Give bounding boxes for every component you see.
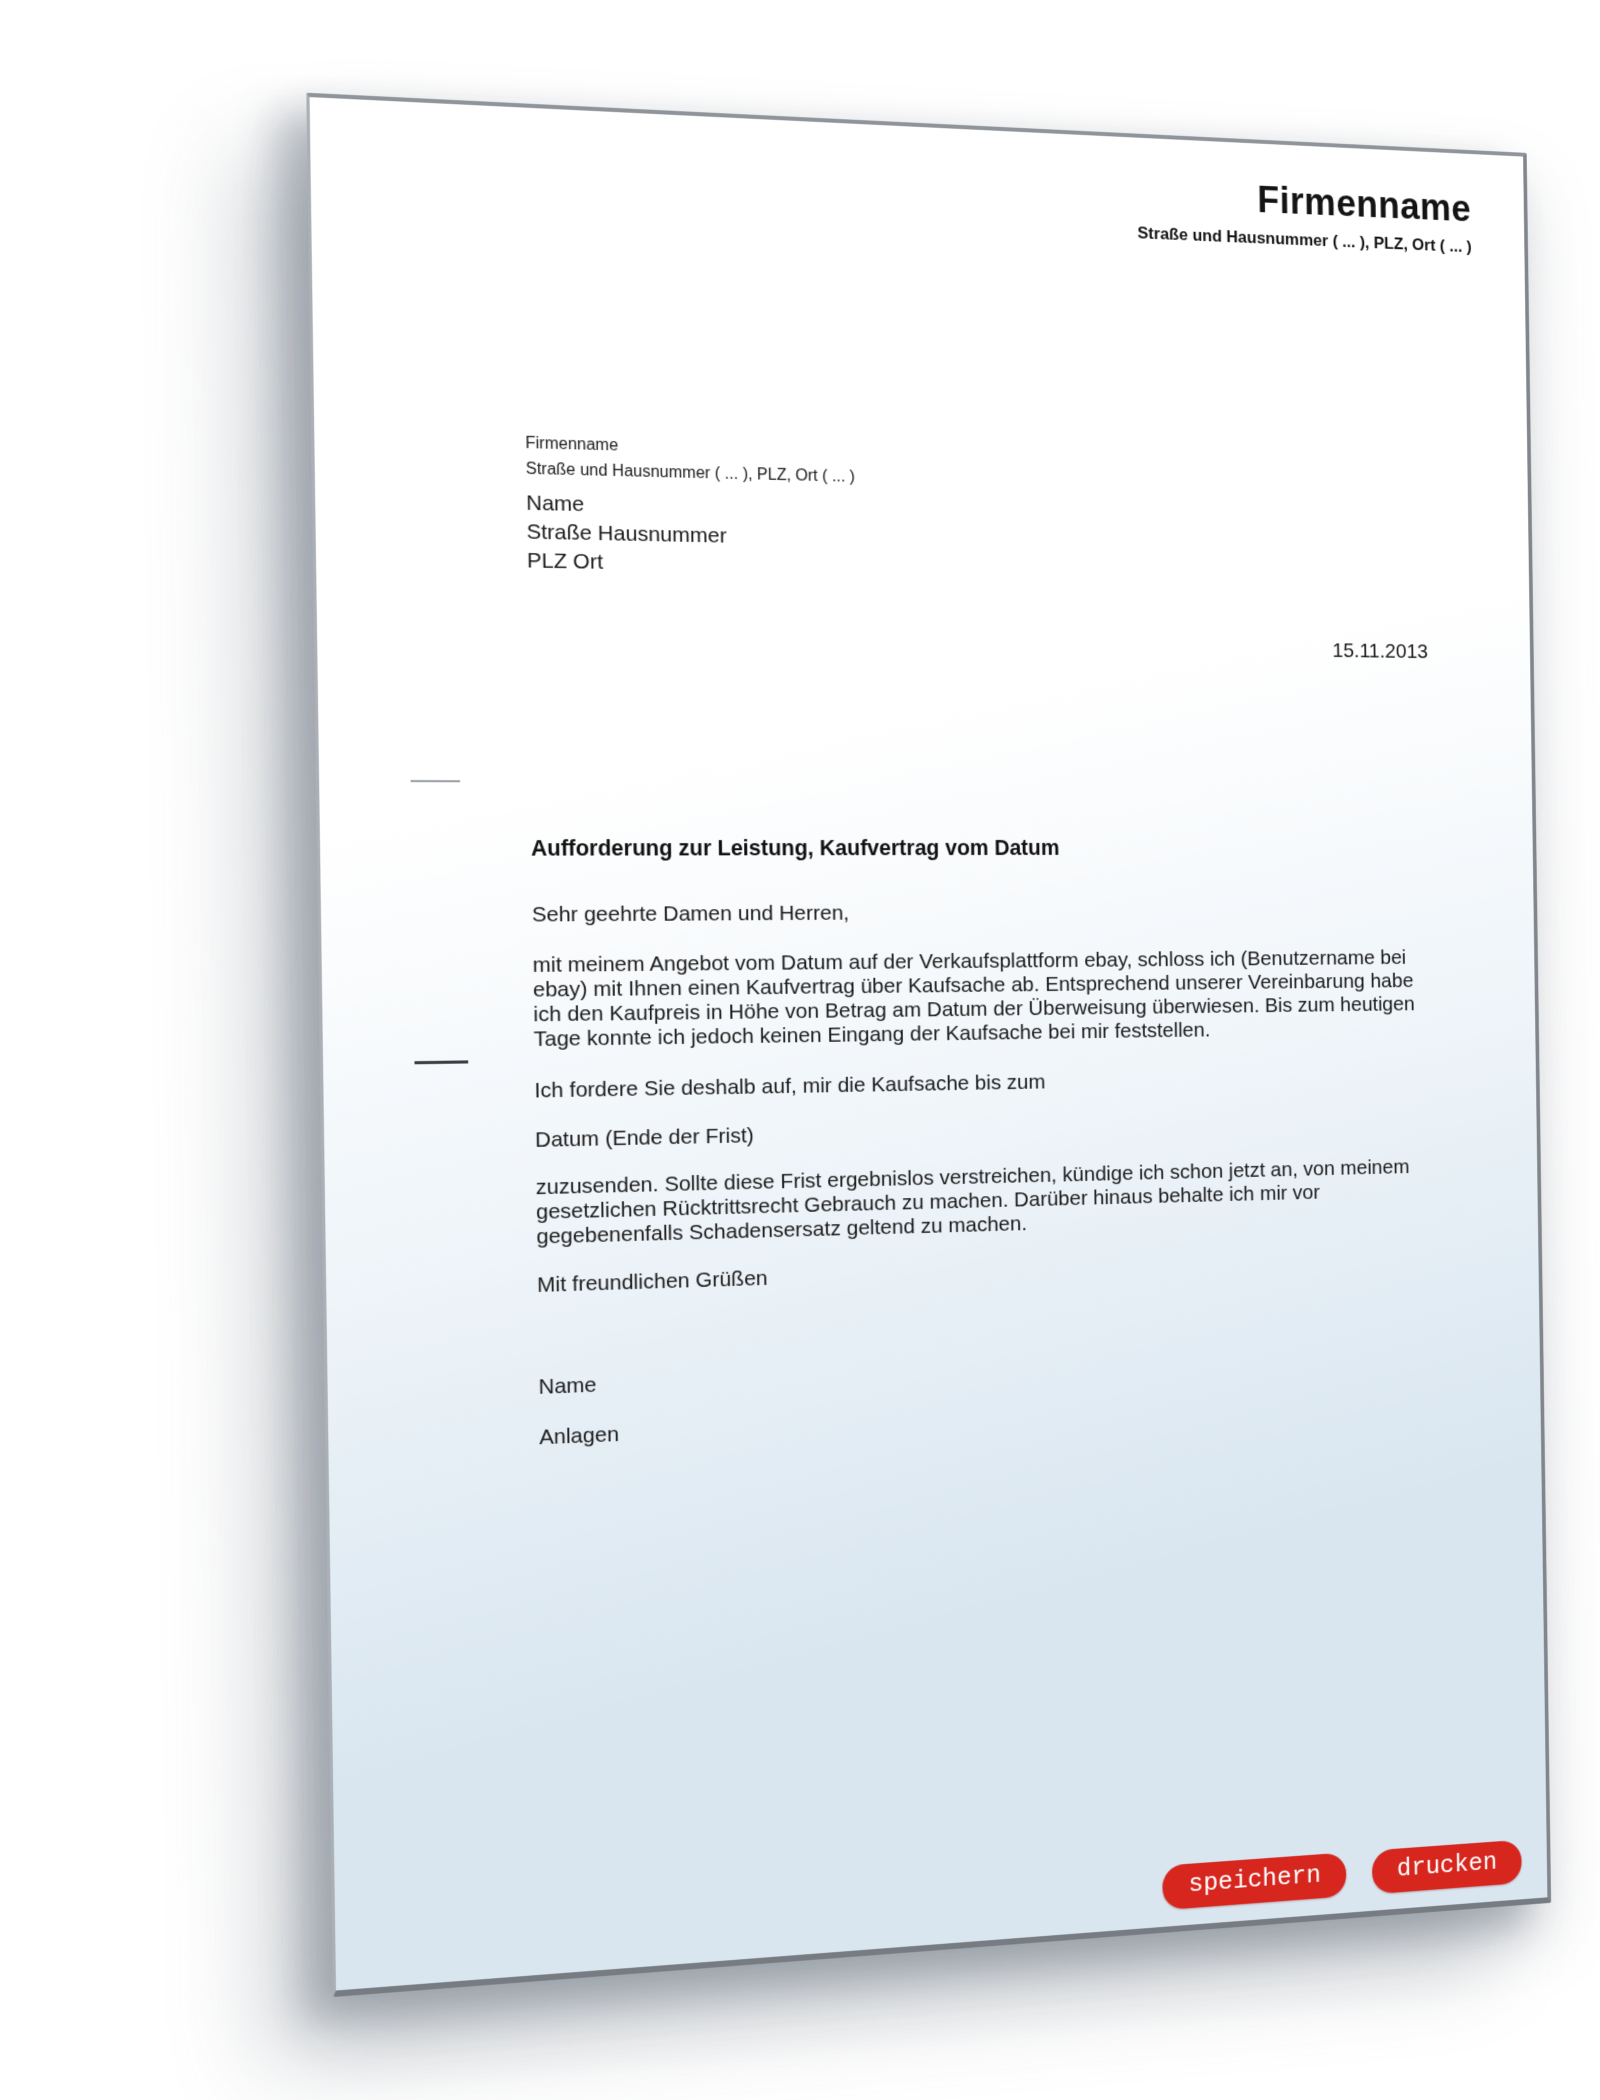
- recipient-sender-address: Straße und Hausnummer ( ... ), PLZ, Ort ( ... ): [525, 460, 856, 486]
- signature-name: Name: [538, 1373, 597, 1399]
- fold-mark-top: [411, 780, 461, 782]
- closing-line: Mit freundlichen Grüßen: [536, 1266, 768, 1298]
- salutation: Sehr geehrte Damen und Herren,: [531, 901, 850, 927]
- fold-mark-middle: [414, 1060, 468, 1064]
- deadline-line: Datum (Ende der Frist): [534, 1124, 755, 1153]
- save-button[interactable]: speichern: [1163, 1852, 1347, 1910]
- request-line: Ich fordere Sie deshalb auf, mir die Kaufsache bis zum: [534, 1070, 1046, 1103]
- recipient-street: Straße Hausnummer: [526, 520, 727, 548]
- subject-line: Aufforderung zur Leistung, Kaufvertrag vom Datum: [530, 836, 1060, 861]
- action-button-row: [1163, 1840, 1522, 1910]
- recipient-sender-company: Firmenname: [525, 434, 619, 455]
- print-button[interactable]: drucken: [1372, 1840, 1522, 1895]
- letter-page: [306, 93, 1551, 1997]
- attachments-label: Anlagen: [539, 1422, 620, 1450]
- letter-date: 15.11.2013: [1332, 639, 1429, 663]
- recipient-city: PLZ Ort: [526, 548, 604, 574]
- recipient-block: [525, 431, 856, 582]
- recipient-name: Name: [526, 491, 585, 517]
- body-paragraph-1: mit meinem Angebot vom Datum auf der Verkaufsplattform ebay, schloss ich (Benutzername bei ebay) mit Ihnen einen Kaufvertrag über Kaufsache ab. Entsprechend unserer Vereinbarung habe ich den Kaufpreis in Höhe von Betrag am Datum der Überweisung überwiesen. Bis zum heutigen Tage konnte ich jedoch keinen Eingang der Kaufsache bei mir feststellen.: [532, 946, 1415, 1052]
- letterhead-company: Firmenname: [1257, 179, 1472, 231]
- letterhead: [1137, 175, 1472, 257]
- body-paragraph-2: zuzusenden. Sollte diese Frist ergebnislos verstreichen, kündige ich schon jetzt an, von meinem gesetzlichen Rücktrittsrecht Gebrauch zu machen. Darüber hinaus behalte ich mir vor gegebenenfalls Schadensersatz geltend zu machen.: [535, 1155, 1410, 1249]
- letterhead-address: Straße und Hausnummer ( ... ), PLZ, Ort ( ... ): [1137, 223, 1472, 256]
